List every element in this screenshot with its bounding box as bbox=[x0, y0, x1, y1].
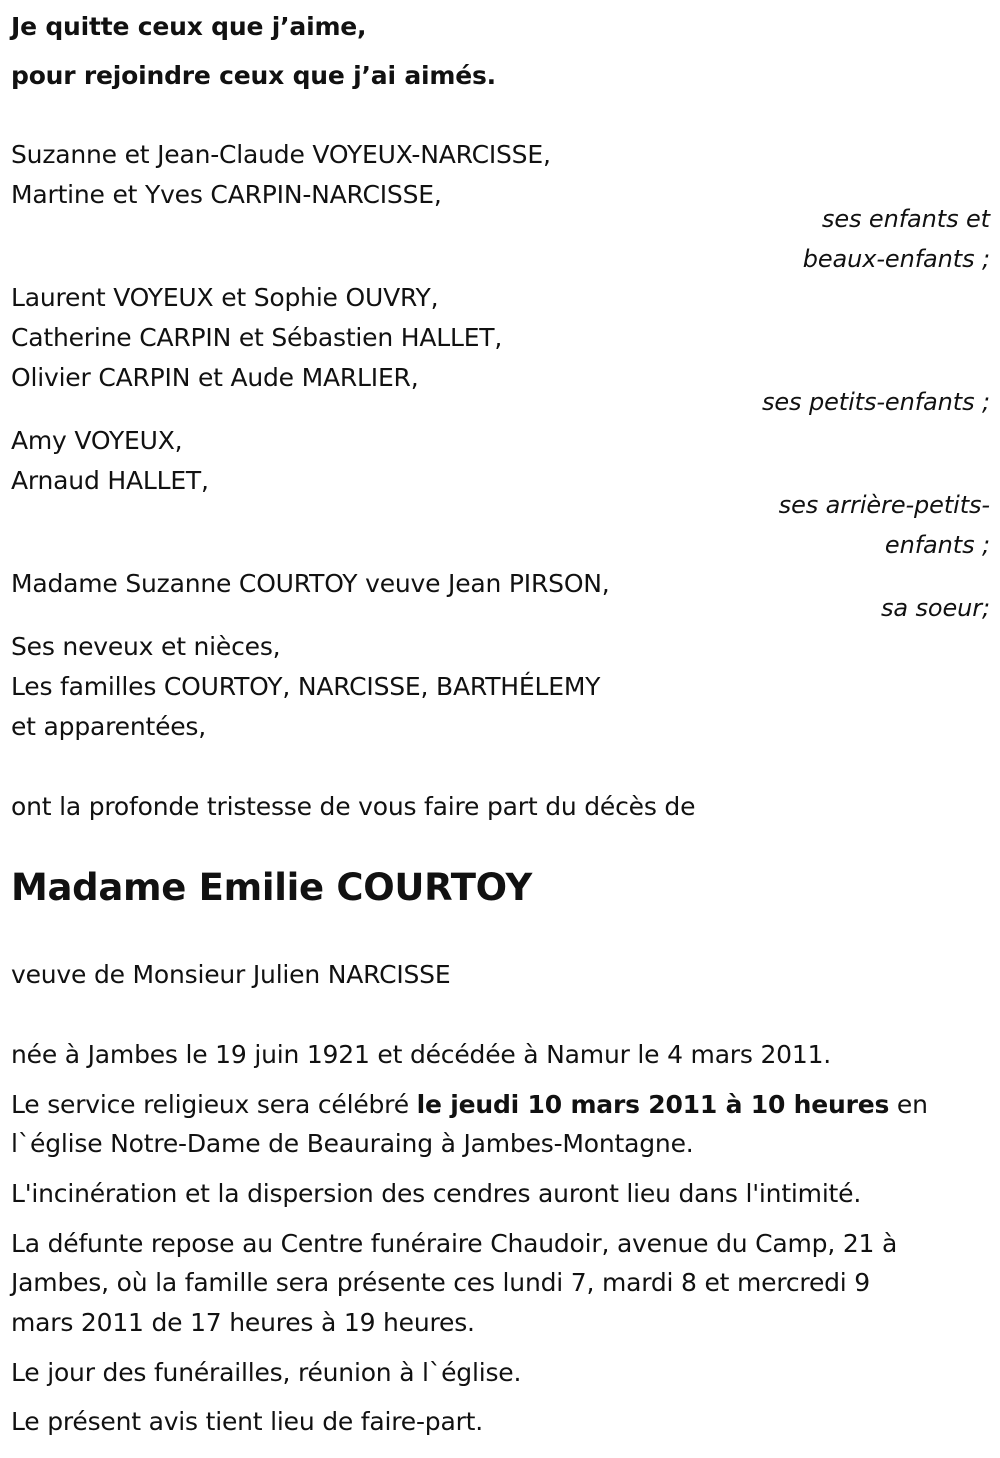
relation-sister: sa soeur; bbox=[880, 594, 990, 622]
relatives-line: et apparentées, bbox=[11, 712, 206, 741]
rest-line-1: La défunte repose au Centre funéraire Chaudoir, avenue du Camp, 21 à bbox=[11, 1229, 898, 1258]
announcement: ont la profonde tristesse de vous faire part du décès de bbox=[11, 792, 696, 821]
grandchild-name: Olivier CARPIN et Aude MARLIER, bbox=[11, 363, 419, 392]
funeral-day-info: Le jour des funérailles, réunion à l`église. bbox=[11, 1358, 522, 1387]
service-suffix: en bbox=[889, 1090, 928, 1119]
relatives-line: Ses neveux et nièces, bbox=[11, 632, 281, 661]
epigraph-line-2: pour rejoindre ceux que j’ai aimés. bbox=[11, 61, 496, 90]
service-line-2: l`église Notre-Dame de Beauraing à Jambes-Montagne. bbox=[11, 1129, 694, 1158]
birth-death-info: née à Jambes le 19 juin 1921 et décédée à Namur le 4 mars 2011. bbox=[11, 1040, 832, 1069]
rest-line-3: mars 2011 de 17 heures à 19 heures. bbox=[11, 1308, 475, 1337]
rest-line-2: Jambes, où la famille sera présente ces lundi 7, mardi 8 et mercredi 9 bbox=[11, 1268, 870, 1297]
child-name: Suzanne et Jean-Claude VOYEUX-NARCISSE, bbox=[11, 140, 551, 169]
widow-of: veuve de Monsieur Julien NARCISSE bbox=[11, 960, 451, 989]
relation-children-line-2: beaux-enfants ; bbox=[802, 245, 990, 273]
great-grandchild-name: Arnaud HALLET, bbox=[11, 466, 209, 495]
grandchild-name: Catherine CARPIN et Sébastien HALLET, bbox=[11, 323, 503, 352]
relation-great-grandchildren-line-1: ses arrière-petits- bbox=[778, 491, 990, 519]
relation-grandchildren: ses petits-enfants ; bbox=[761, 388, 990, 416]
service-line-1 bbox=[11, 1090, 928, 1120]
cremation-info: L'incinération et la dispersion des cendres auront lieu dans l'intimité. bbox=[11, 1179, 862, 1208]
relation-children-line-1: ses enfants et bbox=[821, 205, 990, 233]
epigraph-line-1: Je quitte ceux que j’aime, bbox=[11, 12, 367, 41]
service-prefix: Le service religieux sera célébré bbox=[11, 1090, 417, 1119]
great-grandchild-name: Amy VOYEUX, bbox=[11, 426, 183, 455]
sister-name: Madame Suzanne COURTOY veuve Jean PIRSON, bbox=[11, 569, 610, 598]
notice-statement: Le présent avis tient lieu de faire-part. bbox=[11, 1407, 484, 1436]
relatives-line: Les familles COURTOY, NARCISSE, BARTHÉLEMY bbox=[11, 672, 601, 701]
service-date: le jeudi 10 mars 2011 à 10 heures bbox=[416, 1090, 890, 1119]
relation-great-grandchildren-line-2: enfants ; bbox=[884, 531, 990, 559]
child-name: Martine et Yves CARPIN-NARCISSE, bbox=[11, 180, 442, 209]
deceased-name: Madame Emilie COURTOY bbox=[11, 866, 532, 909]
grandchild-name: Laurent VOYEUX et Sophie OUVRY, bbox=[11, 283, 439, 312]
